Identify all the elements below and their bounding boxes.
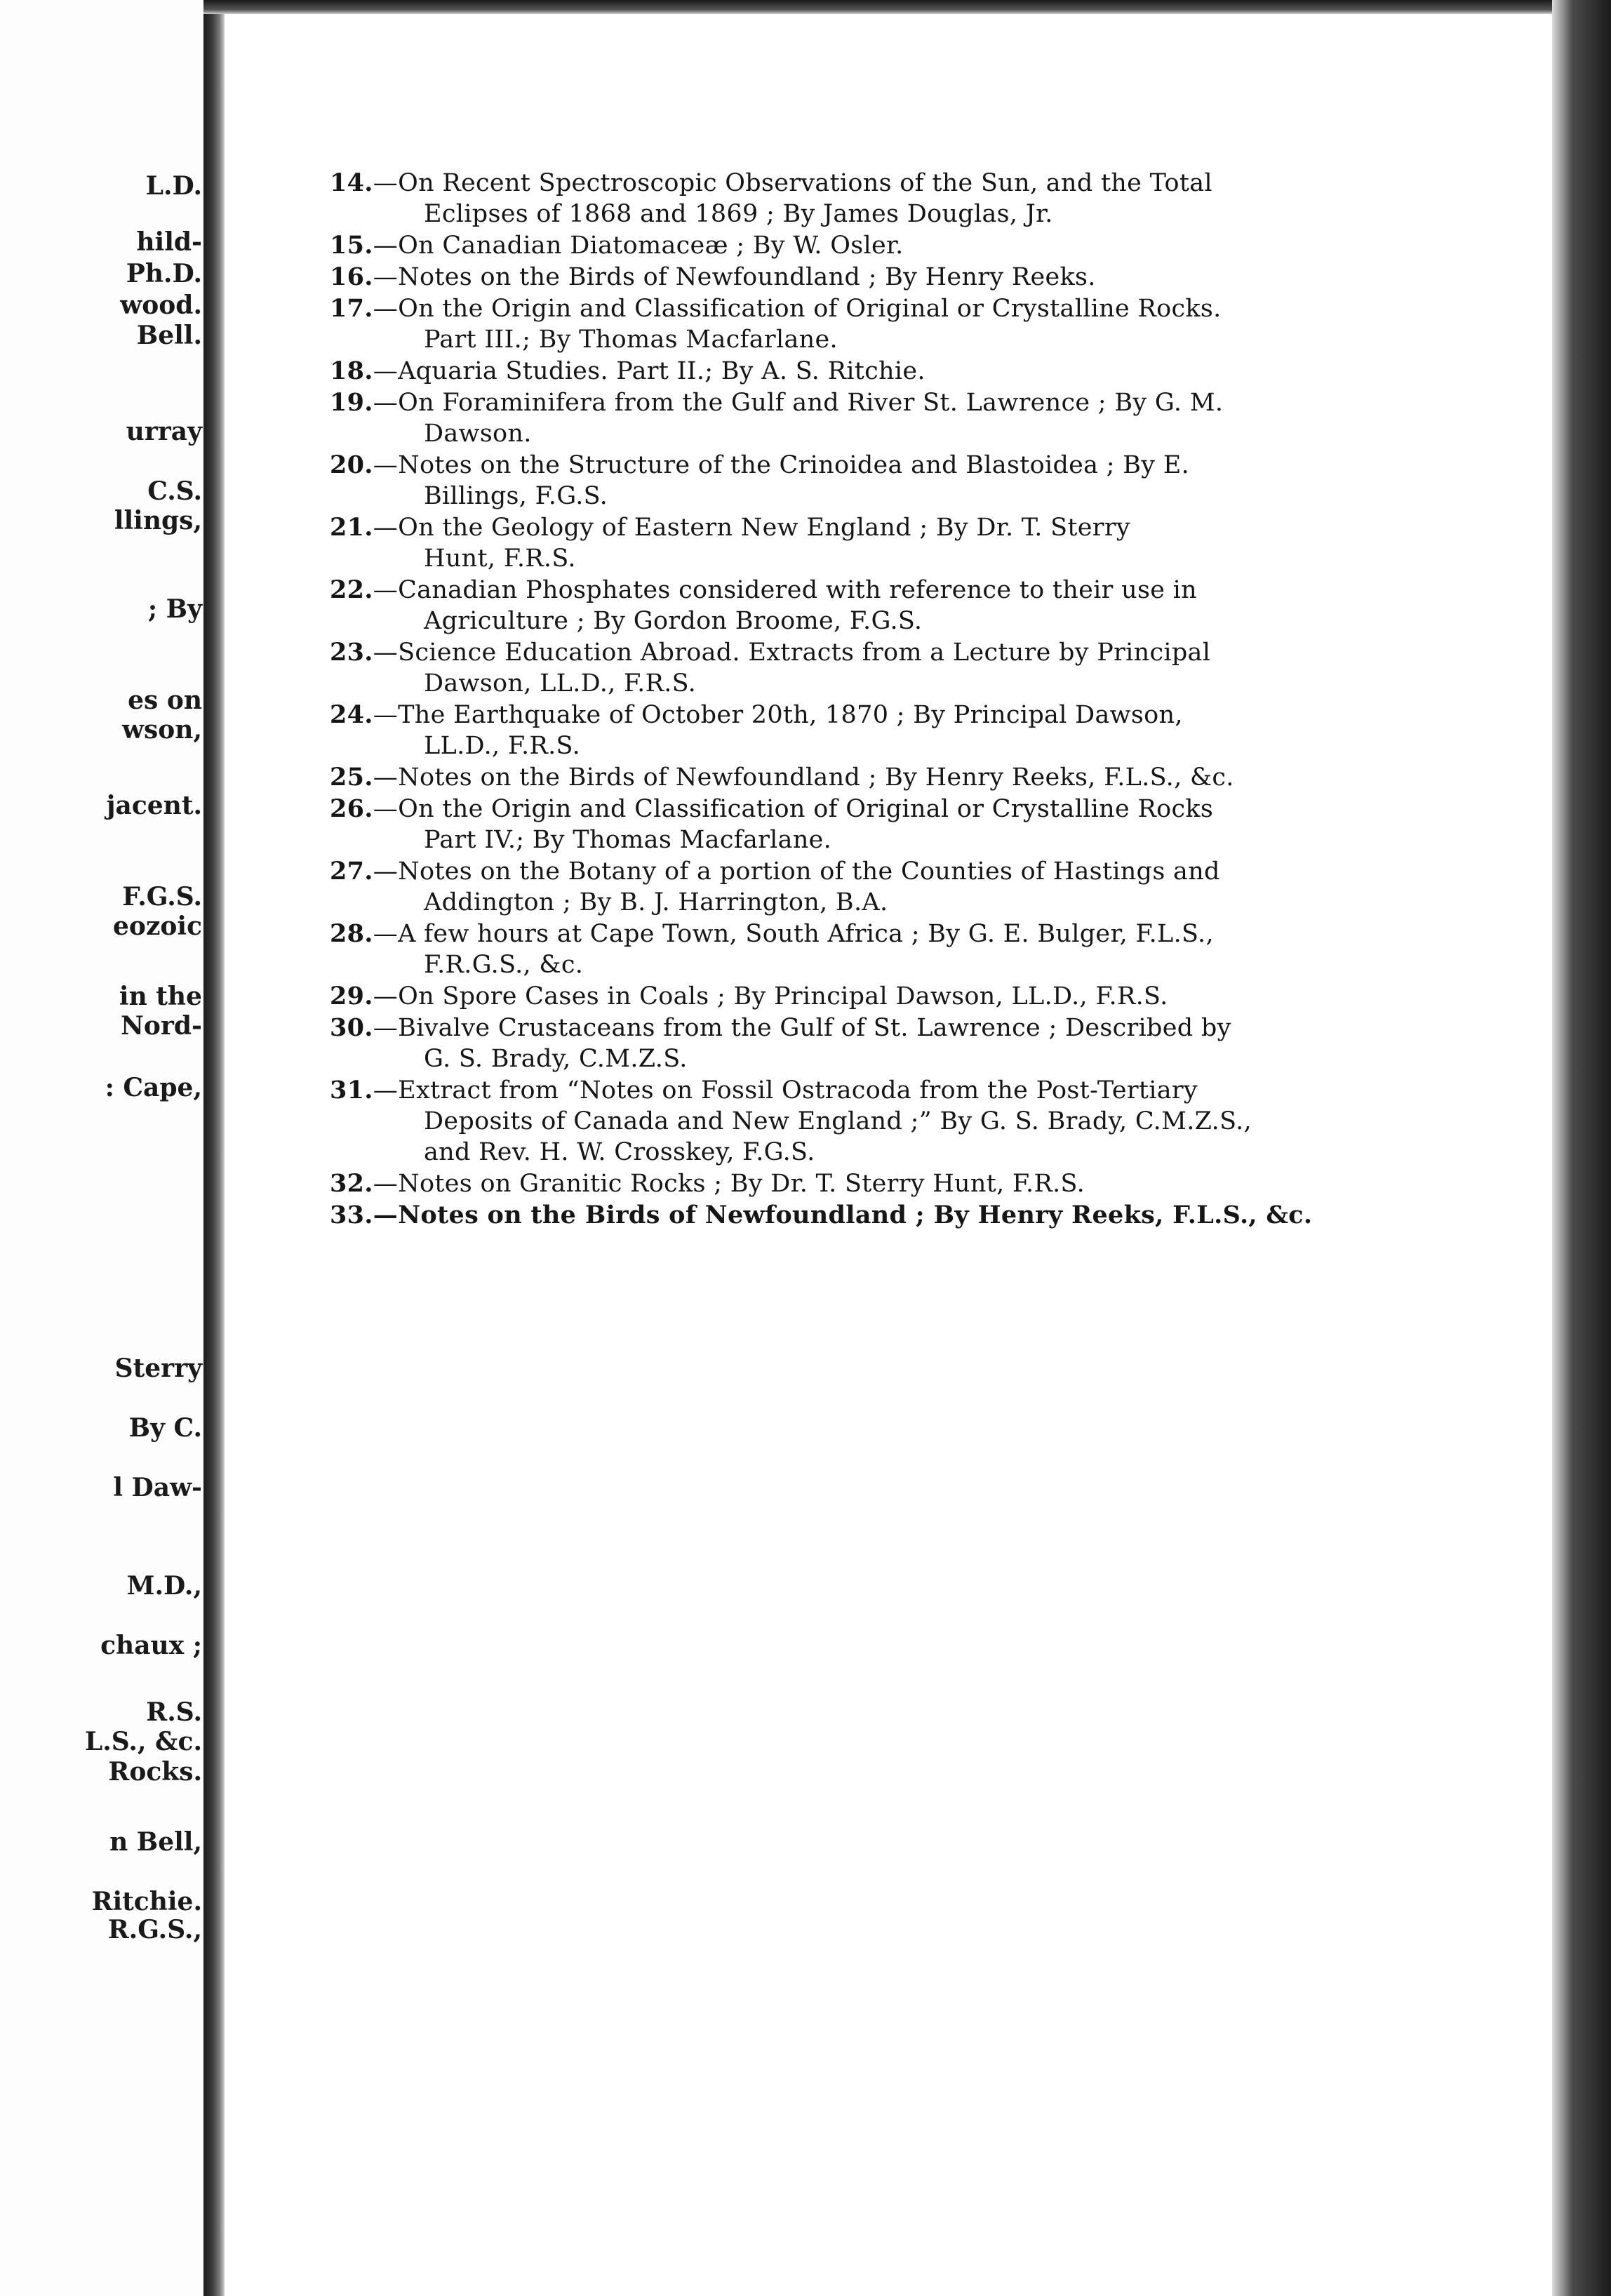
facing-page-text-fragment: wson,	[122, 715, 202, 745]
entry-title-line	[330, 231, 904, 260]
entry-text: —Notes on the Structure of the Crinoidea and Blastoidea ; By E.	[373, 451, 1190, 479]
entry-number: 21.	[330, 513, 373, 542]
facing-page-text-fragment: M.D.,	[126, 1571, 202, 1601]
entry-title-line	[330, 1169, 1085, 1199]
facing-page-text-fragment: F.G.S.	[122, 882, 202, 912]
entry-title-line	[330, 638, 1210, 667]
facing-page-text-fragment: L.D.	[145, 171, 202, 201]
entry-number: 20.	[330, 450, 373, 479]
page-right-edge	[1552, 0, 1611, 2296]
entry-number: 23.	[330, 638, 373, 667]
entry-continuation-line: Part III.; By Thomas Macfarlane.	[424, 326, 838, 354]
entry-title-line	[330, 168, 1212, 198]
page-top-edge	[203, 0, 1562, 14]
entry-continuation-line: Eclipses of 1868 and 1869 ; By James Douglas, Jr.	[424, 200, 1053, 228]
entry-continuation-line: Agriculture ; By Gordon Broome, F.G.S.	[424, 607, 923, 635]
entry-title-line	[330, 982, 1168, 1011]
facing-page-text-fragment: R.G.S.,	[107, 1915, 202, 1944]
entry-text: —On Foraminifera from the Gulf and River St. Lawrence ; By G. M.	[373, 389, 1224, 417]
entry-title-line	[330, 794, 1213, 824]
facing-page-text-fragment: Bell.	[136, 321, 202, 350]
facing-page-text-fragment: R.S.	[146, 1697, 202, 1727]
facing-page-text-fragment: es on	[128, 686, 202, 715]
entry-number: 24.	[330, 700, 373, 729]
facing-page-edge	[0, 0, 203, 2296]
entry-continuation-line: G. S. Brady, C.M.Z.S.	[424, 1045, 688, 1073]
facing-page-text-fragment: ; By	[147, 594, 202, 624]
entry-text: —On the Origin and Classification of Original or Crystalline Rocks	[373, 795, 1214, 823]
entry-text: —Canadian Phosphates considered with reference to their use in	[373, 576, 1197, 604]
entry-title-line	[330, 450, 1189, 480]
entry-number: 14.	[330, 168, 373, 197]
entry-text: —Extract from “Notes on Fossil Ostracoda from the Post-Tertiary	[373, 1076, 1198, 1104]
entry-text: —Notes on the Birds of Newfoundland ; By Henry Reeks, F.L.S., &c.	[373, 1201, 1313, 1229]
entry-text: —On Recent Spectroscopic Observations of the Sun, and the Total	[373, 169, 1212, 197]
entry-title-line	[330, 1076, 1198, 1105]
facing-page-text-fragment: hild-	[136, 227, 202, 257]
entry-number: 32.	[330, 1169, 373, 1198]
entry-text: —On Spore Cases in Coals ; By Principal Dawson, LL.D., F.R.S.	[373, 982, 1168, 1010]
entry-title-line	[330, 513, 1130, 542]
entry-title-line	[330, 857, 1220, 886]
entry-title-line	[330, 1201, 1312, 1230]
entry-text: —Notes on the Birds of Newfoundland ; By Henry Reeks, F.L.S., &c.	[373, 763, 1234, 792]
entry-continuation-line: F.R.G.S., &c.	[424, 951, 584, 979]
entry-continuation-line: Billings, F.G.S.	[424, 482, 608, 510]
entry-text: —On the Origin and Classification of Original or Crystalline Rocks.	[373, 295, 1222, 323]
entry-continuation-line: Dawson, LL.D., F.R.S.	[424, 669, 697, 698]
entry-continuation-line: Dawson.	[424, 420, 532, 448]
entry-number: 33.	[330, 1201, 373, 1229]
entry-text: —On the Geology of Eastern New England ; By Dr. T. Sterry	[373, 514, 1130, 542]
facing-page-text-fragment: n Bell,	[109, 1827, 202, 1857]
facing-page-text-fragment: Nord-	[121, 1011, 202, 1041]
facing-page-text-fragment: urray	[126, 417, 202, 446]
facing-page-text-fragment: eozoic	[113, 912, 202, 941]
entry-number: 26.	[330, 794, 373, 823]
entry-text: —Notes on the Birds of Newfoundland ; By Henry Reeks.	[373, 263, 1096, 291]
entry-number: 27.	[330, 857, 373, 886]
facing-page-text-fragment: Sterry	[114, 1354, 202, 1383]
facing-page-text-fragment: Rocks.	[108, 1757, 202, 1787]
facing-page-text-fragment: chaux ;	[100, 1631, 202, 1660]
facing-page-text-fragment: Ritchie.	[91, 1887, 202, 1916]
facing-page-text-fragment: in the	[119, 982, 202, 1011]
entry-number: 15.	[330, 231, 373, 260]
facing-page-text-fragment: By C.	[128, 1413, 202, 1443]
entry-text: —Science Education Abroad. Extracts from a Lecture by Principal	[373, 639, 1211, 667]
facing-page-text-fragment: l Daw-	[113, 1473, 202, 1502]
entry-number: 25.	[330, 763, 373, 792]
entry-title-line	[330, 294, 1222, 323]
entry-text: —Bivalve Crustaceans from the Gulf of St. Lawrence ; Described by	[373, 1014, 1231, 1042]
entry-title-line	[330, 356, 925, 386]
book-gutter	[203, 0, 225, 2296]
entry-continuation-line: Addington ; By B. J. Harrington, B.A.	[424, 888, 888, 916]
entry-continuation-line: Deposits of Canada and New England ;” By G. S. Brady, C.M.Z.S.,	[424, 1107, 1252, 1135]
entry-text: —On Canadian Diatomaceæ ; By W. Osler.	[373, 232, 904, 260]
entry-text: —Notes on Granitic Rocks ; By Dr. T. Sterry Hunt, F.R.S.	[373, 1170, 1085, 1198]
entry-continuation-line: and Rev. H. W. Crosskey, F.G.S.	[424, 1138, 815, 1166]
facing-page-text-fragment: Ph.D.	[126, 259, 202, 288]
facing-page-text-fragment: L.S., &c.	[84, 1727, 202, 1756]
facing-page-text-fragment: : Cape,	[105, 1073, 202, 1102]
facing-page-text-fragment: C.S.	[147, 476, 202, 506]
entry-number: 19.	[330, 388, 373, 417]
facing-page-text-fragment: jacent.	[106, 791, 202, 820]
entry-number: 31.	[330, 1076, 373, 1104]
entry-number: 30.	[330, 1013, 373, 1042]
entry-number: 28.	[330, 919, 373, 948]
entry-continuation-line: Part IV.; By Thomas Macfarlane.	[424, 826, 832, 854]
entry-text: —Notes on the Botany of a portion of the Counties of Hastings and	[373, 857, 1220, 886]
entry-continuation-line: Hunt, F.R.S.	[424, 545, 576, 573]
entry-number: 16.	[330, 262, 373, 291]
entry-title-line	[330, 700, 1183, 730]
contents-page	[225, 14, 1552, 2296]
entry-number: 18.	[330, 356, 373, 385]
entry-title-line	[330, 262, 1096, 292]
entry-title-line	[330, 388, 1223, 418]
entry-continuation-line: LL.D., F.R.S.	[424, 732, 580, 760]
entry-title-line	[330, 919, 1214, 949]
entry-number: 17.	[330, 294, 373, 323]
entry-text: —Aquaria Studies. Part II.; By A. S. Ritchie.	[373, 357, 925, 385]
entry-number: 29.	[330, 982, 373, 1010]
facing-page-text-fragment: llings,	[114, 506, 202, 535]
entry-title-line	[330, 763, 1234, 792]
entry-text: —A few hours at Cape Town, South Africa ; By G. E. Bulger, F.L.S.,	[373, 920, 1214, 948]
entry-title-line	[330, 575, 1197, 605]
entry-text: —The Earthquake of October 20th, 1870 ; By Principal Dawson,	[373, 701, 1183, 729]
entry-title-line	[330, 1013, 1231, 1043]
entry-number: 22.	[330, 575, 373, 604]
facing-page-text-fragment: wood.	[120, 291, 202, 320]
